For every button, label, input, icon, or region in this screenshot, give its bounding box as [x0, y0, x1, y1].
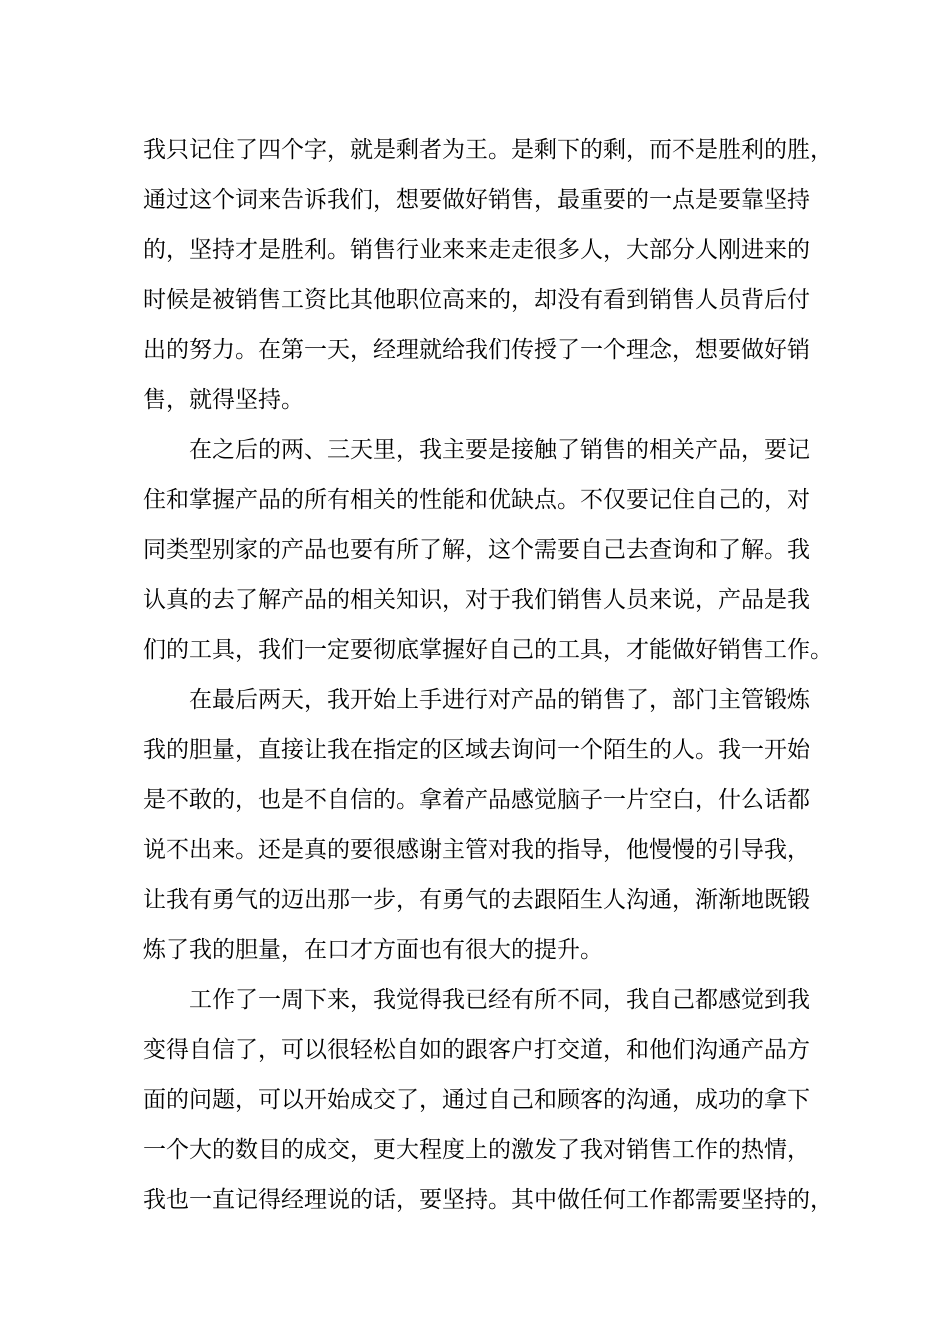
paragraph-3-line-3: 是不敢的，也是不自信的。拿着产品感觉脑子一片空白，什么话都: [143, 787, 810, 813]
paragraph-3-line-2: 我的胆量，直接让我在指定的区域去询问一个陌生的人。我一开始: [143, 737, 810, 763]
paragraph-3-line-1: 在最后两天，我开始上手进行对产品的销售了，部门主管锻炼: [189, 687, 810, 713]
document-body: [143, 125, 843, 1225]
paragraph-3-line-4: 说不出来。还是真的要很感谢主管对我的指导，他慢慢的引导我，: [143, 837, 810, 863]
paragraph-2-line-5: 们的工具，我们一定要彻底掌握好自己的工具，才能做好销售工作。: [143, 637, 833, 663]
paragraph-1-line-5: 出的努力。在第一天，经理就给我们传授了一个理念，想要做好销: [143, 337, 810, 363]
paragraph-2-line-4: 认真的去了解产品的相关知识，对于我们销售人员来说，产品是我: [143, 587, 810, 613]
paragraph-3-line-6: 炼了我的胆量，在口才方面也有很大的提升。: [143, 937, 603, 963]
paragraph-2-line-3: 同类型别家的产品也要有所了解，这个需要自己去查询和了解。我: [143, 537, 810, 563]
paragraph-1-line-3: 的，坚持才是胜利。销售行业来来走走很多人，大部分人刚进来的: [143, 237, 810, 263]
paragraph-2-line-2: 住和掌握产品的所有相关的性能和优缺点。不仅要记住自己的，对: [143, 487, 810, 513]
paragraph-1-line-1: 我只记住了四个字，就是剩者为王。是剩下的剩，而不是胜利的胜，: [143, 137, 833, 163]
paragraph-3-line-5: 让我有勇气的迈出那一步，有勇气的去跟陌生人沟通，渐渐地既锻: [143, 887, 810, 913]
paragraph-4-line-4: 一个大的数目的成交，更大程度上的激发了我对销售工作的热情，: [143, 1137, 810, 1163]
paragraph-1-line-2: 通过这个词来告诉我们，想要做好销售，最重要的一点是要靠坚持: [143, 187, 810, 213]
paragraph-4-line-1: 工作了一周下来，我觉得我已经有所不同，我自己都感觉到我: [189, 987, 810, 1013]
paragraph-2-line-1: 在之后的两、三天里，我主要是接触了销售的相关产品，要记: [189, 437, 810, 463]
paragraph-4-line-5: 我也一直记得经理说的话，要坚持。其中做任何工作都需要坚持的，: [143, 1187, 833, 1213]
paragraph-1-line-6: 售，就得坚持。: [143, 387, 304, 413]
paragraph-1-line-4: 时候是被销售工资比其他职位高来的，却没有看到销售人员背后付: [143, 287, 810, 313]
paragraph-4-line-2: 变得自信了，可以很轻松自如的跟客户打交道，和他们沟通产品方: [143, 1037, 810, 1063]
paragraph-4-line-3: 面的问题，可以开始成交了，通过自己和顾客的沟通，成功的拿下: [143, 1087, 810, 1113]
